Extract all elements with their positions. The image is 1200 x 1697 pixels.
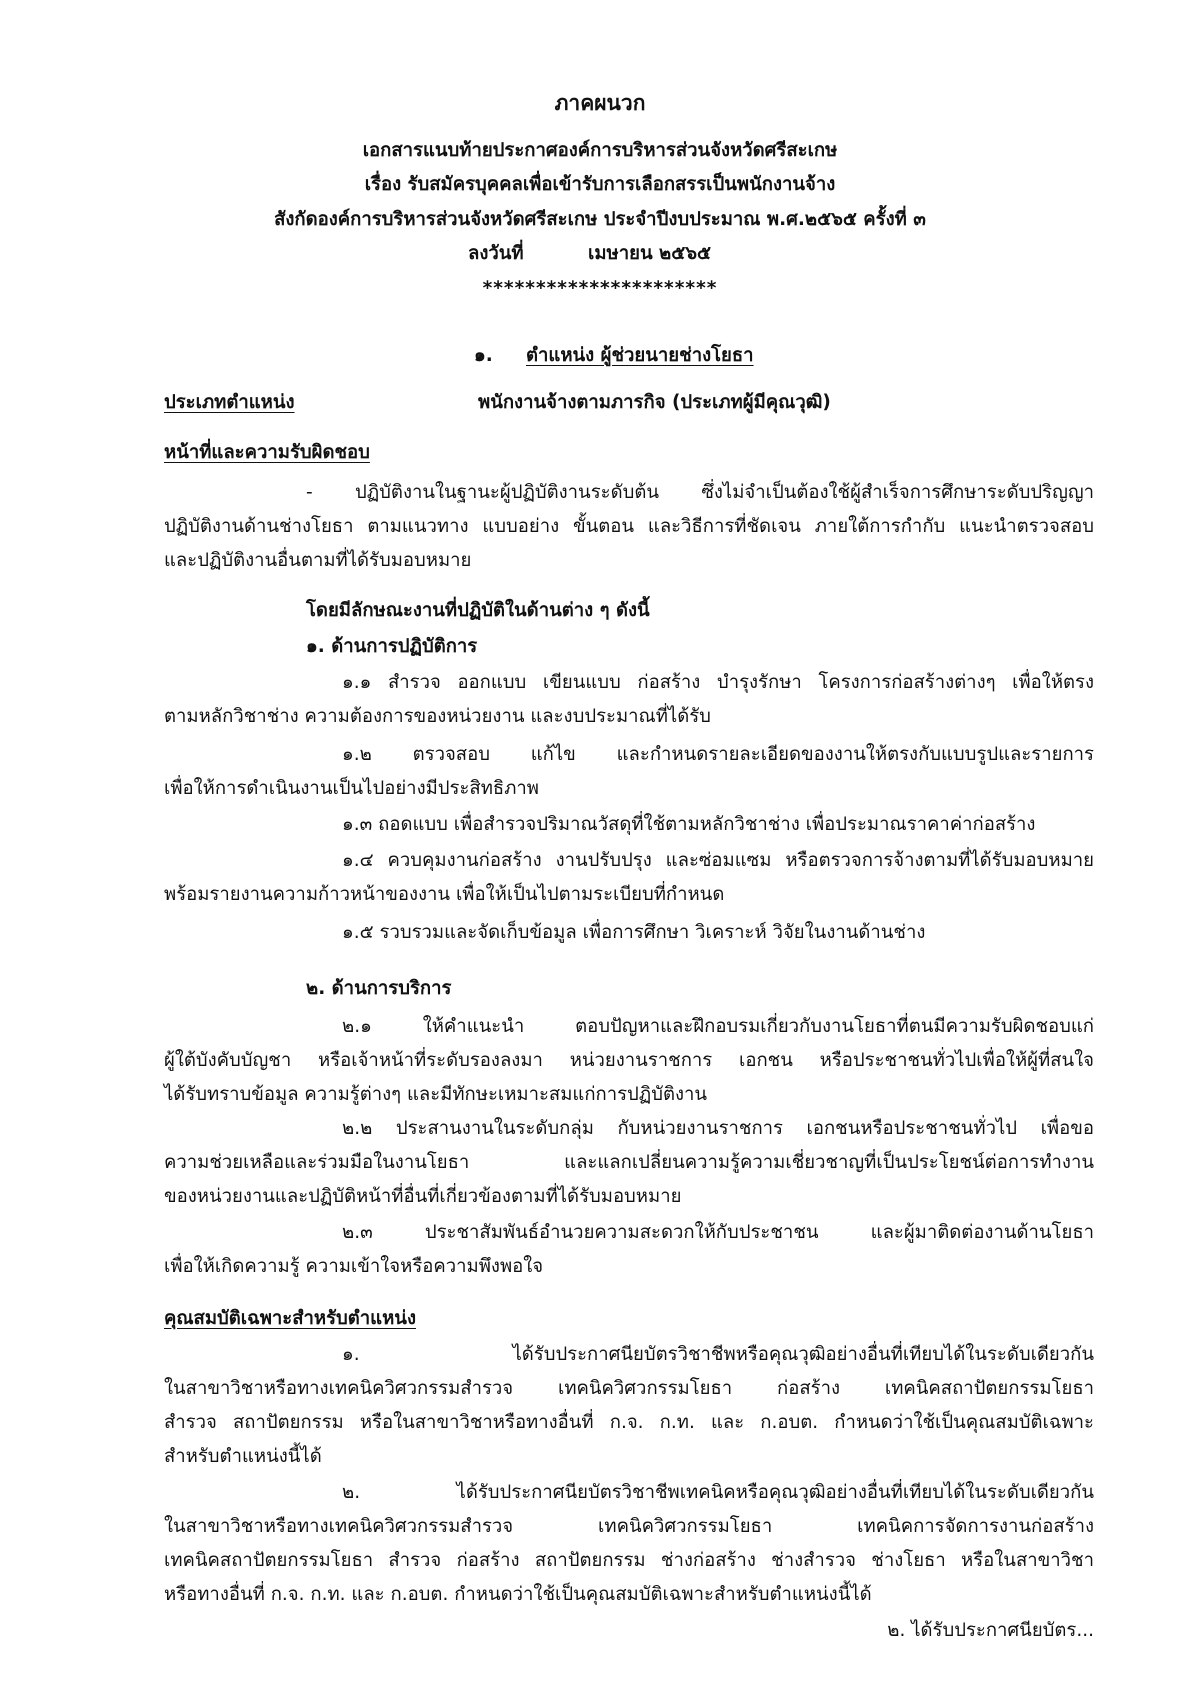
qualifications-line: ๒. ได้รับประกาศนียบัตรวิชาชีพเทคนิคหรือคุณวุฒิอย่างอื่นที่เทียบได้ในระดับเดียวกัน <box>342 1482 1094 1503</box>
operations-line: ๑.๓ ถอดแบบ เพื่อสำรวจปริมาณวัสดุที่ใช้ตามหลักวิชาช่าง เพื่อประมาณราคาค่าก่อสร้าง <box>342 814 1036 835</box>
duties-line: ปฏิบัติงานด้านช่างโยธา ตามแนวทาง แบบอย่าง ขั้นตอน และวิธีการที่ชัดเจน ภายใต้การกำกับ แนะนำตรวจสอบ <box>164 516 1094 537</box>
qualifications-line: สำรวจ สถาปัตยกรรม หรือในสาขาวิชาหรือทางอื่นที่ ก.จ. ก.ท. และ ก.อบต. กำหนดว่าใช้เป็นคุณสมบัติเฉพาะ <box>164 1412 1094 1433</box>
service-line: เพื่อให้เกิดความรู้ ความเข้าใจหรือความพึงพอใจ <box>164 1256 544 1277</box>
date-label: ลงวันที่ <box>468 243 524 264</box>
date-value: เมษายน ๒๕๖๕ <box>588 243 711 264</box>
qualifications-line: ในสาขาวิชาหรือทางเทคนิควิศวกรรมสำรวจ เทคนิควิศวกรรมโยธา เทคนิคการจัดการงานก่อสร้าง <box>164 1516 1094 1537</box>
service-line: ของหน่วยงานและปฏิบัติหน้าที่อื่นที่เกี่ยวข้องตามที่ได้รับมอบหมาย <box>164 1186 682 1207</box>
qualifications-heading: คุณสมบัติเฉพาะสำหรับตำแหน่ง <box>164 1308 416 1329</box>
operations-heading: ๑. ด้านการปฏิบัติการ <box>306 636 478 657</box>
operations-line: เพื่อให้การดำเนินงานเป็นไปอย่างมีประสิทธิภาพ <box>164 778 539 799</box>
duties-heading: หน้าที่และความรับผิดชอบ <box>164 442 370 463</box>
header-line-1: เอกสารแนบท้ายประกาศองค์การบริหารส่วนจังหวัดศรีสะเกษ <box>362 140 838 161</box>
qualifications-line: หรือทางอื่นที่ ก.จ. ก.ท. และ ก.อบต. กำหนดว่าใช้เป็นคุณสมบัติเฉพาะสำหรับตำแหน่งนี้ได้ <box>164 1584 872 1605</box>
service-line: ๒.๓ ประชาสัมพันธ์อำนวยความสะดวกให้กับประชาชน และผู้มาติดต่องานด้านโยธา <box>342 1222 1094 1243</box>
header-line-2: เรื่อง รับสมัครบุคคลเพื่อเข้ารับการเลือกสรรเป็นพนักงานจ้าง <box>364 174 836 195</box>
duties-subheading: โดยมีลักษณะงานที่ปฏิบัติในด้านต่าง ๆ ดังนี้ <box>306 600 650 621</box>
position-title: ตำแหน่ง ผู้ช่วยนายช่างโยธา <box>526 345 754 366</box>
operations-line: ๑.๒ ตรวจสอบ แก้ไข และกำหนดรายละเอียดของงานให้ตรงกับแบบรูปและรายการ <box>342 744 1094 765</box>
position-type-value: พนักงานจ้างตามภารกิจ (ประเภทผู้มีคุณวุฒิ) <box>478 392 831 413</box>
service-line: ความช่วยเหลือและร่วมมือในงานโยธา และแลกเปลี่ยนความรู้ความเชี่ยวชาญที่เป็นประโยชน์ต่อการทำงาน <box>164 1152 1094 1173</box>
separator-stars: ********************** <box>482 278 718 299</box>
service-line: ผู้ใต้บังคับบัญชา หรือเจ้าหน้าที่ระดับรองลงมา หน่วยงานราชการ เอกชน หรือประชาชนทั่วไปเพื่อให้ผู้ที่สนใจ <box>164 1050 1094 1071</box>
qualifications-line: ๑. ได้รับประกาศนียบัตรวิชาชีพหรือคุณวุฒิอย่างอื่นที่เทียบได้ในระดับเดียวกัน <box>342 1344 1094 1365</box>
duties-line: - ปฏิบัติงานในฐานะผู้ปฏิบัติงานระดับต้น ซึ่งไม่จำเป็นต้องใช้ผู้สำเร็จการศึกษาระดับปริญญา <box>306 482 1094 503</box>
operations-line: ๑.๕ รวบรวมและจัดเก็บข้อมูล เพื่อการศึกษา วิเคราะห์ วิจัยในงานด้านช่าง <box>342 922 926 943</box>
qualifications-line: สำหรับตำแหน่งนี้ได้ <box>164 1446 322 1467</box>
position-number: ๑. <box>474 345 493 366</box>
duties-line: และปฏิบัติงานอื่นตามที่ได้รับมอบหมาย <box>164 550 472 571</box>
qualifications-line: เทคนิคสถาปัตยกรรมโยธา สำรวจ ก่อสร้าง สถาปัตยกรรม ช่างก่อสร้าง ช่างสำรวจ ช่างโยธา หรือในสาขาวิชา <box>164 1550 1094 1571</box>
service-line: ๒.๒ ประสานงานในระดับกลุ่ม กับหน่วยงานราชการ เอกชนหรือประชาชนทั่วไป เพื่อขอ <box>342 1118 1094 1139</box>
service-line: ๒.๑ ให้คำแนะนำ ตอบปัญหาและฝึกอบรมเกี่ยวกับงานโยธาที่ตนมีความรับผิดชอบแก่ <box>342 1016 1094 1037</box>
continuation-note: ๒. ได้รับประกาศนียบัตร... <box>887 1620 1094 1641</box>
operations-line: พร้อมรายงานความก้าวหน้าของงาน เพื่อให้เป็นไปตามระเบียบที่กำหนด <box>164 884 725 905</box>
operations-line: ๑.๑ สำรวจ ออกแบบ เขียนแบบ ก่อสร้าง บำรุงรักษา โครงการก่อสร้างต่างๆ เพื่อให้ตรง <box>342 672 1094 693</box>
position-type-label: ประเภทตำแหน่ง <box>164 392 295 413</box>
operations-line: ตามหลักวิชาช่าง ความต้องการของหน่วยงาน และงบประมาณที่ได้รับ <box>164 706 711 727</box>
operations-line: ๑.๔ ควบคุมงานก่อสร้าง งานปรับปรุง และซ่อมแซม หรือตรวจการจ้างตามที่ได้รับมอบหมาย <box>342 850 1094 871</box>
header-line-3: สังกัดองค์การบริหารส่วนจังหวัดศรีสะเกษ ประจำปีงบประมาณ พ.ศ.๒๕๖๕ ครั้งที่ ๓ <box>274 209 926 230</box>
appendix-title: ภาคผนวก <box>554 91 646 115</box>
qualifications-line: ในสาขาวิชาหรือทางเทคนิควิศวกรรมสำรวจ เทคนิควิศวกรรมโยธา ก่อสร้าง เทคนิคสถาปัตยกรรมโยธา <box>164 1378 1094 1399</box>
service-line: ได้รับทราบข้อมูล ความรู้ต่างๆ และมีทักษะเหมาะสมแก่การปฏิบัติงาน <box>164 1084 708 1105</box>
service-heading: ๒. ด้านการบริการ <box>306 978 452 999</box>
